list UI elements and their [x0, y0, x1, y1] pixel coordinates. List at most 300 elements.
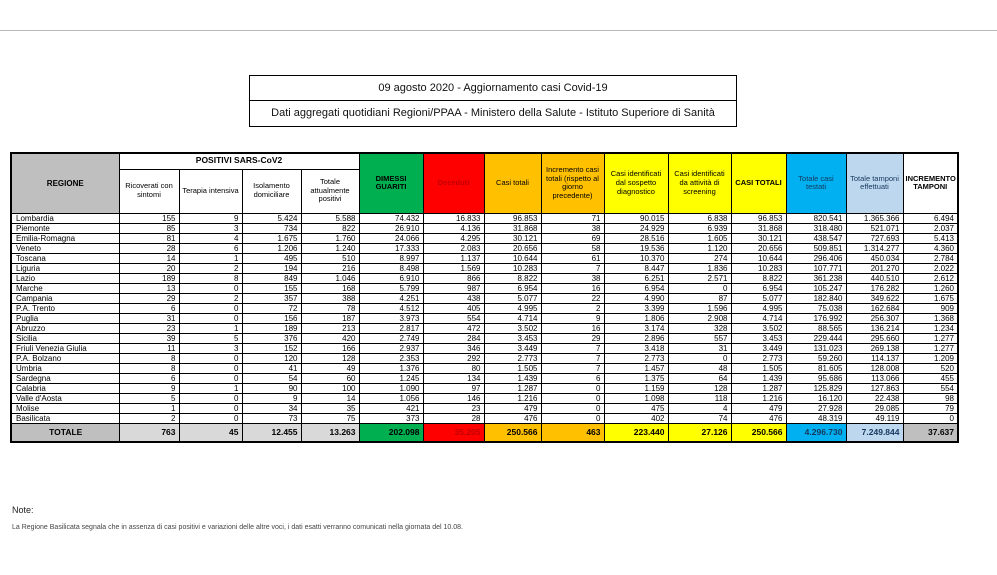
cell-value: 763 [119, 423, 179, 442]
header-casi-totali-caps: CASI TOTALI [731, 153, 786, 213]
cell-value: 29 [119, 293, 179, 303]
cell-value: 78 [301, 303, 359, 313]
cell-value: 8.822 [484, 273, 541, 283]
region-name: Campania [11, 293, 119, 303]
cell-value: 10.644 [731, 253, 786, 263]
top-divider [0, 30, 997, 31]
cell-value: 4.995 [731, 303, 786, 313]
cell-value: 41 [242, 363, 301, 373]
cell-value: 125.829 [786, 383, 846, 393]
cell-value: 90.015 [604, 213, 668, 223]
cell-value: 74.432 [359, 213, 423, 223]
cell-value: 1.439 [484, 373, 541, 383]
cell-value: 2.353 [359, 353, 423, 363]
cell-value: 1.090 [359, 383, 423, 393]
cell-value: 6.910 [359, 273, 423, 283]
cell-value: 463 [541, 423, 604, 442]
cell-value: 1.675 [242, 233, 301, 243]
cell-value: 6.939 [668, 223, 731, 233]
cell-value: 16 [541, 323, 604, 333]
region-name: Abruzzo [11, 323, 119, 333]
cell-value: 3.453 [731, 333, 786, 343]
note-section [12, 505, 972, 531]
cell-value: 38 [541, 273, 604, 283]
cell-value: 38 [541, 223, 604, 233]
table-row [11, 353, 958, 363]
cell-value: 1 [179, 383, 242, 393]
cell-value: 3 [179, 223, 242, 233]
cell-value: 4.512 [359, 303, 423, 313]
cell-value: 5.077 [731, 293, 786, 303]
cell-value: 100 [301, 383, 359, 393]
cell-value: 2.773 [604, 353, 668, 363]
cell-value: 162.684 [846, 303, 903, 313]
cell-value: 87 [668, 293, 731, 303]
cell-value: 521.071 [846, 223, 903, 233]
table-row [11, 313, 958, 323]
cell-value: 5 [179, 333, 242, 343]
cell-value: 0 [179, 373, 242, 383]
cell-value: 5.424 [242, 213, 301, 223]
cell-value: 61 [541, 253, 604, 263]
cell-value: 292 [423, 353, 484, 363]
header-tamponi-effettuati: Totale tamponi effettuati [846, 153, 903, 213]
cell-value: 8.997 [359, 253, 423, 263]
cell-value: 3.502 [731, 323, 786, 333]
cell-value: 152 [242, 343, 301, 353]
cell-value: 4.995 [484, 303, 541, 313]
cell-value: 295.660 [846, 333, 903, 343]
cell-value: 472 [423, 323, 484, 333]
header-deceduti: Deceduti [423, 153, 484, 213]
region-name: Piemonte [11, 223, 119, 233]
cell-value: 12.455 [242, 423, 301, 442]
cell-value: 107.771 [786, 263, 846, 273]
cell-value: 1.234 [903, 323, 958, 333]
cell-value: 5.077 [484, 293, 541, 303]
table-row [11, 233, 958, 243]
cell-value: 328 [668, 323, 731, 333]
cell-value: 987 [423, 283, 484, 293]
cell-value: 421 [359, 403, 423, 413]
cell-value: 2.612 [903, 273, 958, 283]
region-name: Puglia [11, 313, 119, 323]
cell-value: 11 [119, 343, 179, 353]
region-name: Sicilia [11, 333, 119, 343]
region-name: Toscana [11, 253, 119, 263]
table-row [11, 363, 958, 373]
cell-value: 866 [423, 273, 484, 283]
cell-value: 2.908 [668, 313, 731, 323]
cell-value: 554 [903, 383, 958, 393]
cell-value: 120 [242, 353, 301, 363]
header-incremento-tamponi: INCREMENTO TAMPONI [903, 153, 958, 213]
cell-value: 9 [242, 393, 301, 403]
cell-value: 495 [242, 253, 301, 263]
cell-value: 39 [119, 333, 179, 343]
region-name: Friuli Venezia Giulia [11, 343, 119, 353]
cell-value: 1.569 [423, 263, 484, 273]
cell-value: 357 [242, 293, 301, 303]
cell-value: 1.505 [731, 363, 786, 373]
cell-value: 2.022 [903, 263, 958, 273]
cell-value: 346 [423, 343, 484, 353]
cell-value: 1.439 [731, 373, 786, 383]
cell-value: 1.605 [668, 233, 731, 243]
region-name: Sardegna [11, 373, 119, 383]
cell-value: 822 [301, 223, 359, 233]
cell-value: 373 [359, 413, 423, 423]
cell-value: 26.910 [359, 223, 423, 233]
cell-value: 6 [119, 303, 179, 313]
region-name: Liguria [11, 263, 119, 273]
region-name: Valle d'Aosta [11, 393, 119, 403]
covid-data-table [10, 152, 959, 443]
cell-value: 1.287 [731, 383, 786, 393]
cell-value: 849 [242, 273, 301, 283]
cell-value: 88.565 [786, 323, 846, 333]
cell-value: 96.853 [484, 213, 541, 223]
cell-value: 475 [604, 403, 668, 413]
cell-value: 2.773 [484, 353, 541, 363]
cell-value: 6.838 [668, 213, 731, 223]
cell-value: 35 [301, 403, 359, 413]
cell-value: 1.836 [668, 263, 731, 273]
cell-value: 5.799 [359, 283, 423, 293]
cell-value: 105.247 [786, 283, 846, 293]
cell-value: 29 [541, 333, 604, 343]
cell-value: 250.566 [484, 423, 541, 442]
cell-value: 31.868 [731, 223, 786, 233]
cell-value: 28.516 [604, 233, 668, 243]
cell-value: 450.034 [846, 253, 903, 263]
cell-value: 4.251 [359, 293, 423, 303]
cell-value: 1.098 [604, 393, 668, 403]
cell-value: 136.214 [846, 323, 903, 333]
cell-value: 22 [541, 293, 604, 303]
note-text: La Regione Basilicata segnala che in assenza di casi positivi e variazioni delle altre voci, i dati esatti verranno comunicati nella giornata del 10.08. [12, 524, 463, 531]
cell-value: 166 [301, 343, 359, 353]
cell-value: 31.868 [484, 223, 541, 233]
cell-value: 58 [541, 243, 604, 253]
cell-value: 7 [541, 263, 604, 273]
cell-value: 80 [423, 363, 484, 373]
cell-value: 10.370 [604, 253, 668, 263]
cell-value: 250.566 [731, 423, 786, 442]
cell-value: 2 [541, 303, 604, 313]
cell-value: 96.853 [731, 213, 786, 223]
cell-value: 4.360 [903, 243, 958, 253]
cell-value: 49 [301, 363, 359, 373]
header-casi-testati: Totale casi testati [786, 153, 846, 213]
cell-value: 438.547 [786, 233, 846, 243]
region-name: Lombardia [11, 213, 119, 223]
cell-value: 2.037 [903, 223, 958, 233]
cell-value: 31 [119, 313, 179, 323]
cell-value: 1.159 [604, 383, 668, 393]
cell-value: 1.277 [903, 333, 958, 343]
cell-value: 7 [541, 353, 604, 363]
cell-value: 182.840 [786, 293, 846, 303]
region-name: Molise [11, 403, 119, 413]
cell-value: 0 [179, 303, 242, 313]
cell-value: 4.990 [604, 293, 668, 303]
cell-value: 8.447 [604, 263, 668, 273]
cell-value: 1.368 [903, 313, 958, 323]
cell-value: 1.206 [242, 243, 301, 253]
cell-value: 6 [541, 373, 604, 383]
cell-value: 16.833 [423, 213, 484, 223]
cell-value: 1.056 [359, 393, 423, 403]
table-row [11, 413, 958, 423]
cell-value: 2.773 [731, 353, 786, 363]
cell-value: 0 [179, 413, 242, 423]
cell-value: 7 [541, 343, 604, 353]
cell-value: 440.510 [846, 273, 903, 283]
header-regione: REGIONE [11, 153, 119, 213]
cell-value: 48 [668, 363, 731, 373]
cell-value: 59.260 [786, 353, 846, 363]
cell-value: 318.480 [786, 223, 846, 233]
cell-value: 6.954 [604, 283, 668, 293]
cell-value: 202.098 [359, 423, 423, 442]
cell-value: 1.457 [604, 363, 668, 373]
cell-value: 24.929 [604, 223, 668, 233]
cell-value: 1.376 [359, 363, 423, 373]
cell-value: 81 [119, 233, 179, 243]
cell-value: 189 [242, 323, 301, 333]
cell-value: 113.066 [846, 373, 903, 383]
cell-value: 4.714 [731, 313, 786, 323]
cell-value: 1.240 [301, 243, 359, 253]
cell-value: 402 [604, 413, 668, 423]
cell-value: 2.784 [903, 253, 958, 263]
cell-value: 31 [668, 343, 731, 353]
cell-value: 256.307 [846, 313, 903, 323]
cell-value: 2.083 [423, 243, 484, 253]
cell-value: 3.399 [604, 303, 668, 313]
table-row [11, 383, 958, 393]
cell-value: 1.596 [668, 303, 731, 313]
cell-value: 75 [301, 413, 359, 423]
cell-value: 405 [423, 303, 484, 313]
cell-value: 3.418 [604, 343, 668, 353]
cell-value: 1 [179, 323, 242, 333]
cell-value: 176.282 [846, 283, 903, 293]
header-casi-totali: Casi totali [484, 153, 541, 213]
cell-value: 229.444 [786, 333, 846, 343]
table-row [11, 333, 958, 343]
table-row [11, 403, 958, 413]
cell-value: 10.644 [484, 253, 541, 263]
region-name: Emilia-Romagna [11, 233, 119, 243]
table-row [11, 373, 958, 383]
cell-value: 98 [903, 393, 958, 403]
table-row [11, 213, 958, 223]
cell-value: 479 [731, 403, 786, 413]
cell-value: 438 [423, 293, 484, 303]
cell-value: 0 [179, 283, 242, 293]
cell-value: 10.283 [731, 263, 786, 273]
header-incremento-casi: Incremento casi totali (rispetto al giorno precedente) [541, 153, 604, 213]
table-row [11, 273, 958, 283]
cell-value: 1.046 [301, 273, 359, 283]
cell-value: 30.121 [484, 233, 541, 243]
header-screening: Casi identificati da attività di screening [668, 153, 731, 213]
cell-value: 1.760 [301, 233, 359, 243]
cell-value: 28 [423, 413, 484, 423]
cell-value: 19.536 [604, 243, 668, 253]
cell-value: 72 [242, 303, 301, 313]
cell-value: 156 [242, 313, 301, 323]
cell-value: 3.973 [359, 313, 423, 323]
cell-value: 13 [119, 283, 179, 293]
region-name: P.A. Trento [11, 303, 119, 313]
cell-value: 1.137 [423, 253, 484, 263]
cell-value: 20.656 [731, 243, 786, 253]
cell-value: 194 [242, 263, 301, 273]
cell-value: 30.121 [731, 233, 786, 243]
cell-value: 0 [179, 313, 242, 323]
table-row [11, 343, 958, 353]
cell-value: 7 [541, 363, 604, 373]
cell-value: 8 [119, 353, 179, 363]
cell-value: 23 [423, 403, 484, 413]
title-box [249, 75, 737, 127]
cell-value: 2 [179, 293, 242, 303]
cell-value: 49.119 [846, 413, 903, 423]
cell-value: 1.277 [903, 343, 958, 353]
cell-value: 388 [301, 293, 359, 303]
cell-value: 176.992 [786, 313, 846, 323]
cell-value: 4.714 [484, 313, 541, 323]
cell-value: 20.656 [484, 243, 541, 253]
cell-value: 75.038 [786, 303, 846, 313]
cell-value: 189 [119, 273, 179, 283]
cell-value: 16.120 [786, 393, 846, 403]
cell-value: 90 [242, 383, 301, 393]
cell-value: 1.375 [604, 373, 668, 383]
table-row [11, 293, 958, 303]
cell-value: 274 [668, 253, 731, 263]
cell-value: 60 [301, 373, 359, 383]
cell-value: 127.863 [846, 383, 903, 393]
cell-value: 8 [179, 273, 242, 283]
cell-value: 2 [119, 413, 179, 423]
cell-value: 1.216 [731, 393, 786, 403]
cell-value: 155 [242, 283, 301, 293]
cell-value: 4 [179, 233, 242, 243]
table-row [11, 283, 958, 293]
cell-value: 909 [903, 303, 958, 313]
header-dimessi-guariti: DIMESSI GUARITI [359, 153, 423, 213]
cell-value: 0 [541, 383, 604, 393]
cell-value: 727.693 [846, 233, 903, 243]
cell-value: 6.251 [604, 273, 668, 283]
cell-value: 155 [119, 213, 179, 223]
cell-value: 509.851 [786, 243, 846, 253]
cell-value: 2.571 [668, 273, 731, 283]
cell-value: 1.365.366 [846, 213, 903, 223]
cell-value: 520 [903, 363, 958, 373]
cell-value: 6.954 [731, 283, 786, 293]
cell-value: 7.249.844 [846, 423, 903, 442]
region-name: Basilicata [11, 413, 119, 423]
cell-value: 128 [301, 353, 359, 363]
cell-value: 269.138 [846, 343, 903, 353]
title-subtitle: Dati aggregati quotidiani Regioni/PPAA - Ministero della Salute - Istituto Superiore di Sanità [271, 107, 715, 119]
cell-value: 1.120 [668, 243, 731, 253]
header-terapia-intensiva: Terapia intensiva [179, 169, 242, 213]
region-name: Umbria [11, 363, 119, 373]
table-header [11, 153, 958, 213]
cell-value: 187 [301, 313, 359, 323]
cell-value: 1 [179, 253, 242, 263]
cell-value: 9 [541, 313, 604, 323]
cell-value: 35.205 [423, 423, 484, 442]
cell-value: 8.822 [731, 273, 786, 283]
cell-value: 296.406 [786, 253, 846, 263]
cell-value: 2.749 [359, 333, 423, 343]
cell-value: 3.453 [484, 333, 541, 343]
cell-value: 1.209 [903, 353, 958, 363]
table-row [11, 263, 958, 273]
cell-value: 146 [423, 393, 484, 403]
cell-value: 128.008 [846, 363, 903, 373]
cell-value: 349.622 [846, 293, 903, 303]
cell-value: 0 [668, 283, 731, 293]
cell-value: 20 [119, 263, 179, 273]
cell-value: 64 [668, 373, 731, 383]
cell-value: 27.928 [786, 403, 846, 413]
cell-value: 8.498 [359, 263, 423, 273]
cell-value: 479 [484, 403, 541, 413]
cell-value: 476 [731, 413, 786, 423]
cell-value: 48.319 [786, 413, 846, 423]
cell-value: 1.505 [484, 363, 541, 373]
cell-value: 476 [484, 413, 541, 423]
cell-value: 22.438 [846, 393, 903, 403]
cell-value: 0 [541, 403, 604, 413]
cell-value: 1 [119, 403, 179, 413]
cell-value: 3.449 [731, 343, 786, 353]
cell-value: 510 [301, 253, 359, 263]
header-sospetto-diagnostico: Casi identificati dal sospetto diagnostico [604, 153, 668, 213]
header-totale-positivi: Totale attualmente positivi [301, 169, 359, 213]
total-row [11, 423, 958, 442]
cell-value: 9 [179, 213, 242, 223]
table-row [11, 303, 958, 313]
cell-value: 71 [541, 213, 604, 223]
cell-value: 23 [119, 323, 179, 333]
cell-value: 361.238 [786, 273, 846, 283]
cell-value: 79 [903, 403, 958, 413]
cell-value: 168 [301, 283, 359, 293]
cell-value: 3.449 [484, 343, 541, 353]
cell-value: 3 [179, 343, 242, 353]
cell-value: 74 [668, 413, 731, 423]
region-name: Calabria [11, 383, 119, 393]
cell-value: 81.605 [786, 363, 846, 373]
cell-value: 216 [301, 263, 359, 273]
table-row [11, 253, 958, 263]
cell-value: 10.283 [484, 263, 541, 273]
note-label: Note: [12, 505, 34, 515]
cell-value: 4.296.730 [786, 423, 846, 442]
cell-value: 1.245 [359, 373, 423, 383]
table-row [11, 223, 958, 233]
cell-value: 45 [179, 423, 242, 442]
